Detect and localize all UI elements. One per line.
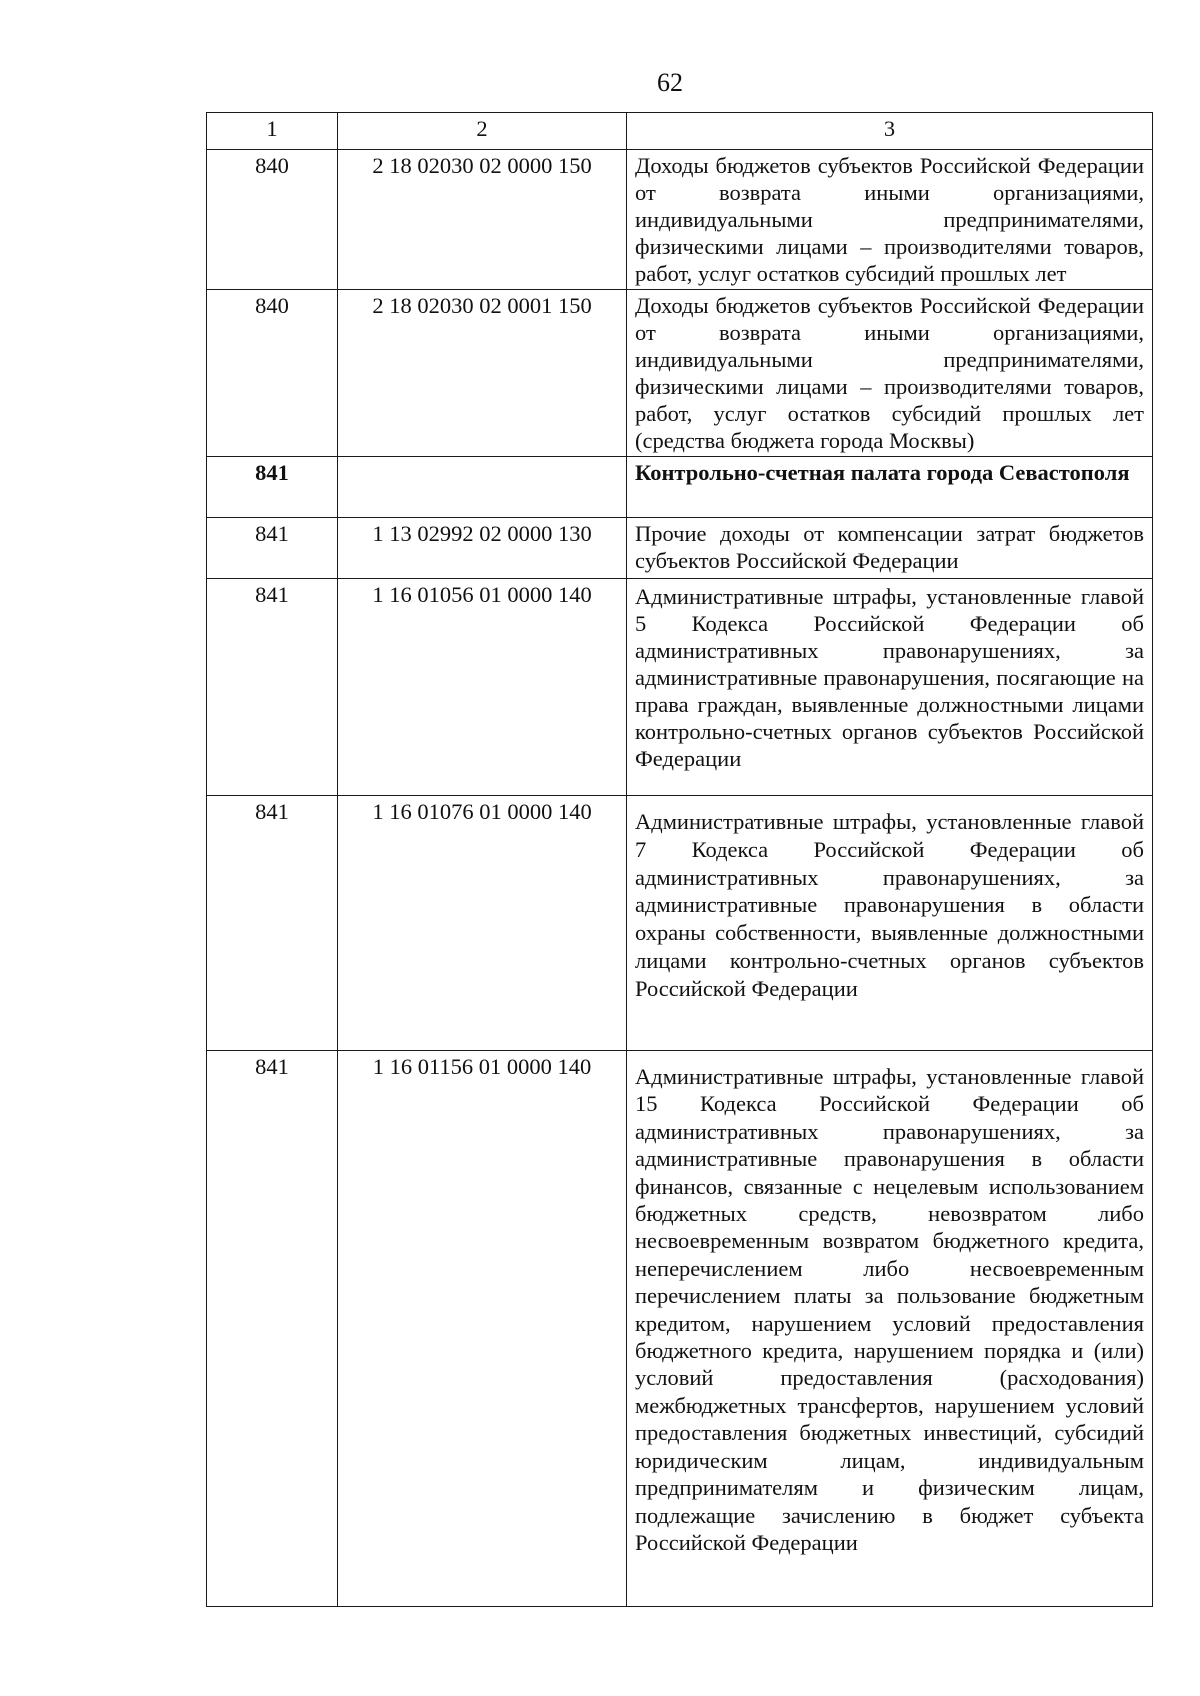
- admin-code-cell: 841: [207, 1051, 338, 1607]
- table-section-row: [207, 457, 1153, 518]
- table-row: [207, 1051, 1153, 1607]
- table-row: [207, 290, 1153, 457]
- admin-code-cell: 841: [207, 796, 338, 1051]
- header-col-2: 2: [338, 113, 627, 150]
- description-cell: Доходы бюджетов субъектов Российской Федерации от возврата иными организациями, индивидуальными предпринимателями, физическими лицами – производителями товаров, работ, услуг остатков субсидий прошлых лет (средства бюджета города Москвы): [627, 290, 1153, 457]
- description-cell: Прочие доходы от компенсации затрат бюджетов субъектов Российской Федерации: [627, 518, 1153, 579]
- table-row: [207, 150, 1153, 290]
- table-row: [207, 796, 1153, 1051]
- income-code-cell: 1 16 01056 01 0000 140: [338, 579, 627, 796]
- table-row: [207, 579, 1153, 796]
- description-cell: Административные штрафы, установленные главой 15 Кодекса Российской Федерации об административных правонарушениях, за административные правонарушения в области финансов, связанные с нецелевым использованием бюджетных средств, невозвратом либо несвоевременным возвратом бюджетного кредита, неперечислением либо несвоевременным перечислением платы за пользование бюджетным кредитом, нарушением условий предоставления бюджетного кредита, нарушением порядка и (или) условий предоставления (расходования) межбюджетных трансфертов, нарушением условий предоставления бюджетных инвестиций, субсидий юридическим лицам, индивидуальным предпринимателям и физическим лицам, подлежащие зачислению в бюджет субъекта Российской Федерации: [627, 1051, 1153, 1607]
- income-code-cell: [338, 457, 627, 518]
- table-header-row: [207, 113, 1153, 150]
- page-number: 62: [657, 68, 683, 97]
- admin-code-cell: 840: [207, 290, 338, 457]
- description-cell: Административные штрафы, установленные главой 5 Кодекса Российской Федерации об административных правонарушениях, за административные правонарушения, посягающие на права граждан, выявленные должностными лицами контрольно-счетных органов субъектов Российской Федерации: [627, 579, 1153, 796]
- admin-code-cell: 841: [207, 518, 338, 579]
- income-codes-table: [206, 112, 1153, 1607]
- income-code-cell: 1 16 01156 01 0000 140: [338, 1051, 627, 1607]
- section-title-cell: Контрольно-счетная палата города Севастополя: [627, 457, 1153, 518]
- income-code-cell: 1 13 02992 02 0000 130: [338, 518, 627, 579]
- description-cell: Административные штрафы, установленные главой 7 Кодекса Российской Федерации об административных правонарушениях, за административные правонарушения в области охраны собственности, выявленные должностными лицами контрольно-счетных органов субъектов Российской Федерации: [627, 796, 1153, 1051]
- admin-code-cell: 840: [207, 150, 338, 290]
- admin-code-cell: 841: [207, 457, 338, 518]
- admin-code-cell: 841: [207, 579, 338, 796]
- income-code-cell: 2 18 02030 02 0000 150: [338, 150, 627, 290]
- table-row: [207, 518, 1153, 579]
- header-col-1: 1: [207, 113, 338, 150]
- description-cell: Доходы бюджетов субъектов Российской Федерации от возврата иными организациями, индивидуальными предпринимателями, физическими лицами – производителями товаров, работ, услуг остатков субсидий прошлых лет: [627, 150, 1153, 290]
- income-code-cell: 1 16 01076 01 0000 140: [338, 796, 627, 1051]
- header-col-3: 3: [627, 113, 1153, 150]
- income-code-cell: 2 18 02030 02 0001 150: [338, 290, 627, 457]
